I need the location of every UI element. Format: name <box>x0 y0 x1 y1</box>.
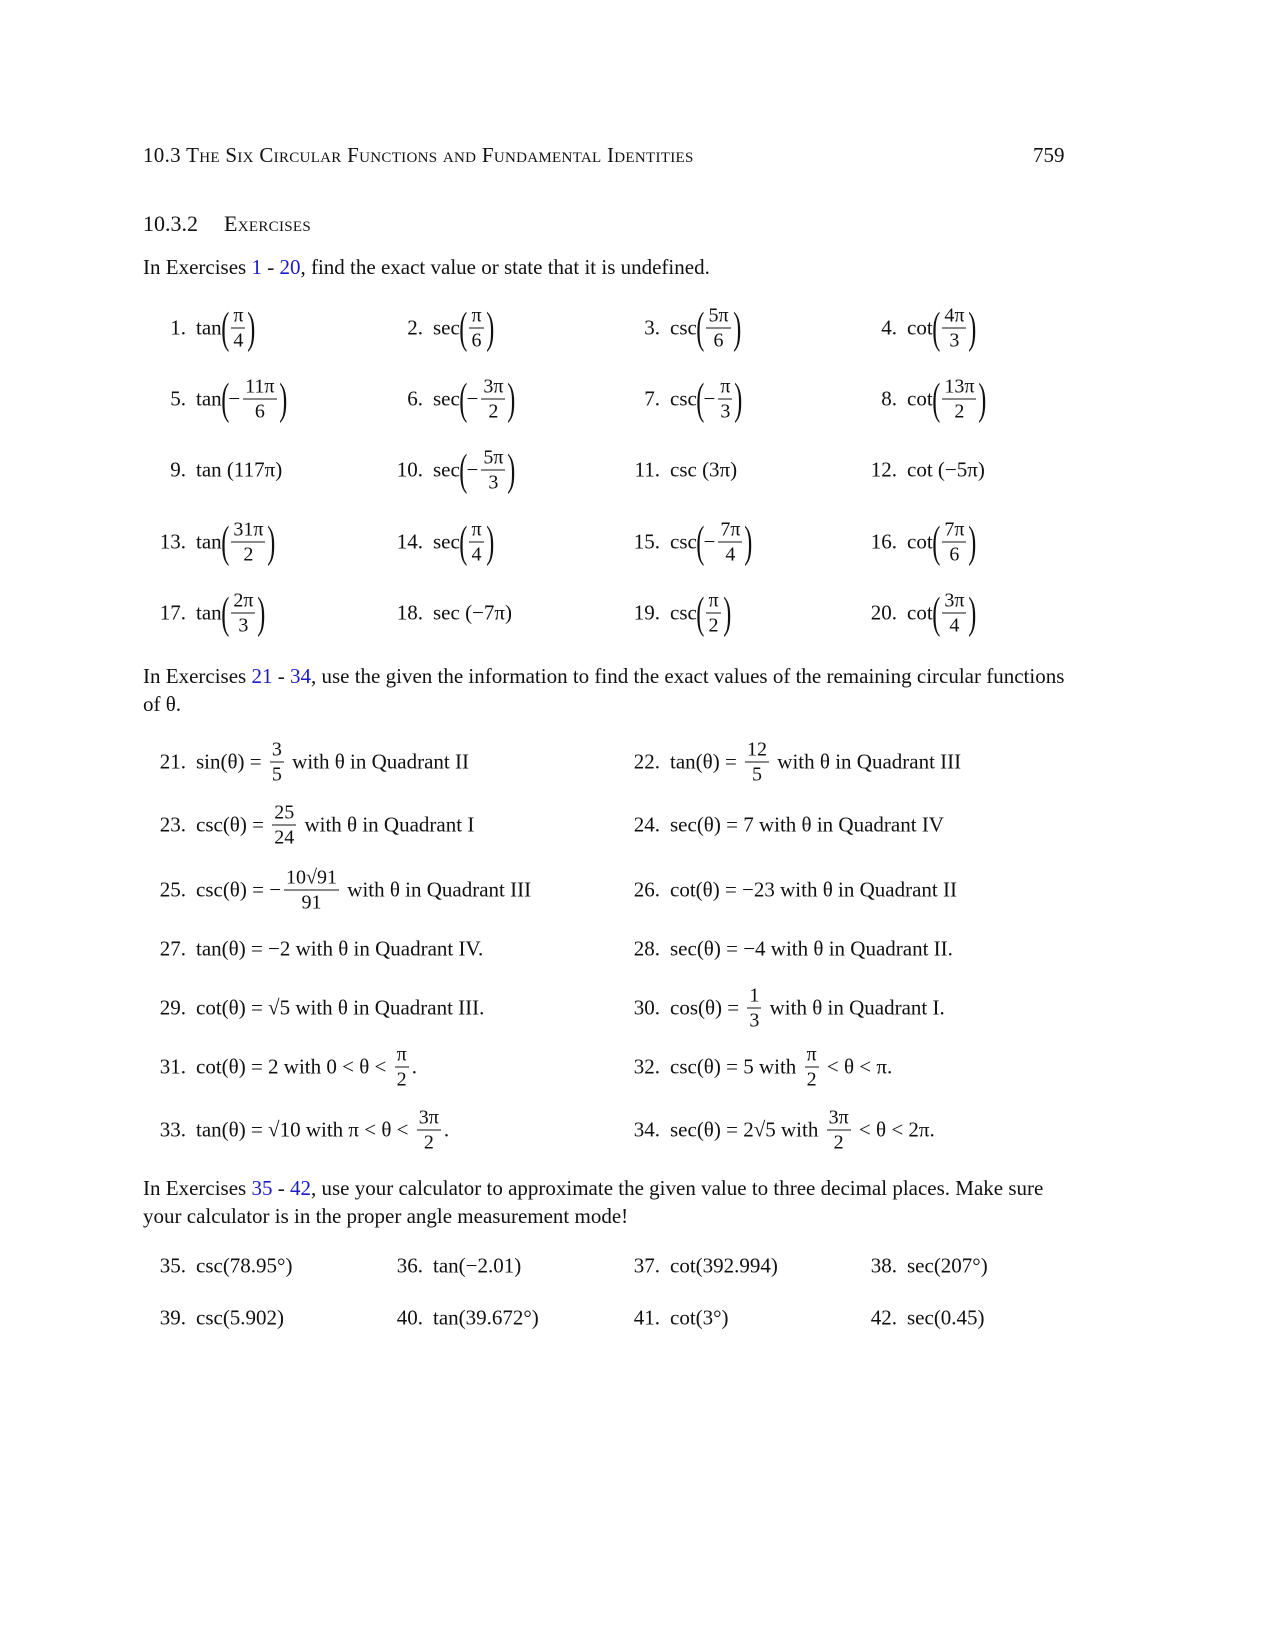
denominator: 3 <box>749 1009 760 1032</box>
exercise-number: 30. <box>633 995 660 1020</box>
exercise-item <box>150 738 469 787</box>
exercise-item <box>861 1306 985 1331</box>
math-text: − <box>466 386 479 411</box>
denominator: 6 <box>713 329 724 352</box>
denominator: 3 <box>488 471 499 494</box>
fraction <box>469 518 483 567</box>
numerator: 2π <box>233 589 254 612</box>
math-text: cot <box>907 529 933 554</box>
denominator: 2 <box>488 400 499 423</box>
math-text: tan <box>196 315 222 340</box>
numerator: 10√91 <box>286 866 338 889</box>
math-text: csc(θ) = − <box>196 877 282 902</box>
exercise-number: 38. <box>870 1253 897 1278</box>
left-paren: ( <box>696 374 705 423</box>
intro-dash: - <box>261 255 280 279</box>
fraction <box>270 738 284 787</box>
exercise-item <box>624 738 961 787</box>
denominator: 6 <box>254 400 265 423</box>
exercise-item <box>861 589 976 638</box>
numerator: 3 <box>271 738 282 761</box>
exercise-number: 11. <box>634 457 660 482</box>
math-text: cot(3°) <box>670 1305 729 1330</box>
denominator: 4 <box>725 543 736 566</box>
right-paren: ) <box>978 374 987 423</box>
fraction <box>231 589 255 638</box>
exercise-item <box>150 996 484 1021</box>
exercise-number: 37. <box>633 1253 660 1278</box>
exercise-number: 24. <box>633 812 660 837</box>
fraction <box>827 1106 851 1155</box>
exercise-number: 17. <box>159 600 186 625</box>
exercise-item <box>624 518 752 567</box>
math-text: sec <box>433 457 460 482</box>
fraction <box>481 375 505 424</box>
exercise-item <box>150 304 255 353</box>
fraction <box>481 446 505 495</box>
exercise-item <box>387 446 515 495</box>
right-paren: ) <box>744 517 753 566</box>
right-paren: ) <box>267 517 276 566</box>
denominator: 3 <box>238 614 249 637</box>
exercise-item <box>150 937 483 962</box>
fraction <box>243 375 276 424</box>
math-text: tan(39.672°) <box>433 1305 539 1330</box>
fraction <box>747 984 761 1033</box>
denominator: 5 <box>752 763 763 786</box>
fraction <box>942 518 966 567</box>
exercise-number: 29. <box>159 995 186 1020</box>
exercise-number: 39. <box>159 1305 186 1330</box>
math-text: csc <box>670 315 697 340</box>
math-text: sec(207°) <box>907 1253 988 1278</box>
exercise-item <box>150 589 265 638</box>
intro-text: In Exercises <box>143 1176 252 1200</box>
exercise-item <box>624 813 944 838</box>
intro-1 <box>143 253 1123 281</box>
left-paren: ( <box>220 374 230 423</box>
math-text: − <box>703 529 716 554</box>
math-text: sec(θ) = 2√5 with <box>670 1117 824 1142</box>
exercise-item <box>861 458 985 483</box>
exercise-item <box>624 304 740 353</box>
exercise-number: 8. <box>881 386 897 411</box>
exercise-number: 31. <box>159 1054 186 1079</box>
running-header: 10.3 The Six Circular Functions and Fundamental Identities <box>143 143 694 167</box>
numerator: 3π <box>828 1106 849 1129</box>
exercise-link-20[interactable]: 20 <box>279 255 301 279</box>
math-text: tan(θ) = <box>670 749 743 774</box>
exercise-item <box>387 304 493 353</box>
exercise-number: 28. <box>633 936 660 961</box>
math-text: cot <box>907 600 933 625</box>
exercise-number: 12. <box>870 457 897 482</box>
numerator: 11π <box>245 375 275 398</box>
intro-text: , use the given the information to find the exact values of the remaining circular functions of θ. <box>143 664 1065 716</box>
intro-dash: - <box>272 1176 290 1200</box>
math-text: cot <box>907 315 933 340</box>
numerator: 3π <box>418 1106 439 1129</box>
left-paren: ( <box>696 588 705 637</box>
math-text: cot(θ) = −23 with θ in Quadrant II <box>670 877 957 902</box>
math-text: cot(θ) = √5 with θ in Quadrant III. <box>196 995 485 1020</box>
exercise-item <box>150 375 286 424</box>
right-paren: ) <box>722 588 731 637</box>
math-text: − <box>466 457 479 482</box>
exercise-item <box>387 1306 539 1331</box>
math-text: cos(θ) = <box>670 995 745 1020</box>
denominator: 4 <box>949 614 960 637</box>
fraction <box>706 589 720 638</box>
left-paren: ( <box>696 517 705 566</box>
numerator: 1 <box>749 984 760 1007</box>
exercise-item <box>624 1254 778 1279</box>
exercise-item <box>387 601 512 626</box>
exercise-item <box>624 458 737 483</box>
exercise-item <box>624 984 945 1033</box>
page-number: 759 <box>1033 143 1065 167</box>
numerator: π <box>396 1043 407 1066</box>
exercise-item <box>150 866 531 915</box>
numerator: π <box>806 1043 817 1066</box>
numerator: 31π <box>233 518 264 541</box>
denominator: 2 <box>243 543 254 566</box>
math-text: − <box>228 386 241 411</box>
right-paren: ) <box>732 303 741 352</box>
math-text: sec <box>433 529 460 554</box>
math-text: with θ in Quadrant III <box>342 877 532 902</box>
exercise-item <box>624 589 730 638</box>
numerator: π <box>471 304 482 327</box>
exercise-number: 14. <box>396 529 423 554</box>
math-text: with θ in Quadrant I. <box>764 995 945 1020</box>
left-paren: ( <box>220 303 230 352</box>
math-text: csc <box>670 600 697 625</box>
exercise-item <box>861 1254 988 1279</box>
exercise-link-35[interactable]: 35 <box>251 1176 273 1200</box>
numerator: 3π <box>483 375 504 398</box>
left-paren: ( <box>459 374 468 423</box>
math-text: sec(θ) = −4 with θ in Quadrant II. <box>670 936 953 961</box>
exercise-item <box>150 801 474 850</box>
exercise-item <box>624 937 953 962</box>
subsection-number: 10.3.2 <box>143 211 198 236</box>
exercise-item <box>624 878 957 903</box>
intro-2 <box>143 662 1073 718</box>
numerator: 3π <box>944 589 965 612</box>
exercise-item <box>150 518 275 567</box>
exercise-item <box>624 1043 892 1092</box>
exercise-item <box>861 518 976 567</box>
numerator: 25 <box>274 801 295 824</box>
right-paren: ) <box>507 445 516 494</box>
fraction <box>706 304 730 353</box>
exercise-number: 7. <box>644 386 660 411</box>
exercise-number: 13. <box>159 529 186 554</box>
exercise-number: 18. <box>396 600 423 625</box>
denominator: 2 <box>423 1131 434 1154</box>
exercise-number: 19. <box>633 600 660 625</box>
math-text: sec <box>433 386 460 411</box>
exercise-link-42[interactable]: 42 <box>289 1176 311 1200</box>
fraction <box>718 518 742 567</box>
math-text: sec(θ) = 7 with θ in Quadrant IV <box>670 812 944 837</box>
exercise-number: 25. <box>159 877 186 902</box>
exercise-item <box>150 1043 417 1092</box>
exercise-link-1[interactable]: 1 <box>251 255 262 279</box>
left-paren: ( <box>931 517 941 566</box>
numerator: 5π <box>483 446 504 469</box>
math-text: cot (−5π) <box>907 457 985 482</box>
exercise-item <box>387 1254 521 1279</box>
exercise-number: 20. <box>870 600 897 625</box>
fraction <box>805 1043 819 1092</box>
exercise-item <box>150 1254 292 1279</box>
fraction <box>231 304 245 353</box>
numerator: 5π <box>708 304 729 327</box>
math-text: csc(5.902) <box>196 1305 285 1330</box>
right-paren: ) <box>968 588 977 637</box>
exercise-number: 27. <box>159 936 186 961</box>
denominator: 2 <box>833 1131 844 1154</box>
left-paren: ( <box>931 588 941 637</box>
math-text: tan <box>196 386 222 411</box>
math-text: tan (117π) <box>196 457 283 482</box>
left-paren: ( <box>459 445 468 494</box>
math-text: . <box>411 1054 417 1079</box>
exercise-number: 41. <box>633 1305 660 1330</box>
denominator: 2 <box>954 400 965 423</box>
math-text: sec <box>433 315 460 340</box>
exercise-number: 34. <box>633 1117 660 1142</box>
exercise-number: 4. <box>881 315 897 340</box>
denominator: 5 <box>271 763 282 786</box>
math-text: with θ in Quadrant III <box>772 749 962 774</box>
left-paren: ( <box>220 588 230 637</box>
numerator: π <box>708 589 719 612</box>
intro-text: In Exercises <box>143 664 252 688</box>
intro-text: , find the exact value or state that it is undefined. <box>300 255 710 279</box>
exercise-number: 1. <box>170 315 186 340</box>
denominator: 3 <box>720 400 731 423</box>
left-paren: ( <box>459 303 468 352</box>
exercise-link-21[interactable]: 21 <box>251 664 273 688</box>
fraction <box>231 518 265 567</box>
math-text: cot <box>907 386 933 411</box>
exercise-number: 3. <box>644 315 660 340</box>
exercise-number: 22. <box>633 749 660 774</box>
numerator: 12 <box>747 738 768 761</box>
left-paren: ( <box>931 303 941 352</box>
exercise-number: 6. <box>407 386 423 411</box>
math-text: csc(θ) = <box>196 812 270 837</box>
intro-text: , use your calculator to approximate the given value to three decimal places. Make sure your calculator is in the proper angle measurement mode! <box>143 1176 1044 1228</box>
math-text: < θ < 2π. <box>853 1117 935 1142</box>
subsection-title: Exercises <box>224 211 311 236</box>
math-text: tan <box>196 529 222 554</box>
numerator: 4π <box>944 304 965 327</box>
fraction <box>284 866 339 915</box>
math-text: cot(θ) = 2 with 0 < θ < <box>196 1054 392 1079</box>
exercise-item <box>150 1106 449 1155</box>
left-paren: ( <box>696 303 705 352</box>
math-text: csc <box>670 529 697 554</box>
numerator: 7π <box>720 518 741 541</box>
numerator: π <box>233 304 244 327</box>
fraction <box>942 304 966 353</box>
exercise-number: 5. <box>170 386 186 411</box>
exercise-number: 21. <box>159 749 186 774</box>
fraction <box>395 1043 409 1092</box>
denominator: 2 <box>806 1068 817 1091</box>
intro-dash: - <box>272 664 290 688</box>
fraction <box>272 801 296 850</box>
exercise-number: 32. <box>633 1054 660 1079</box>
right-paren: ) <box>257 588 266 637</box>
right-paren: ) <box>278 374 287 423</box>
exercise-number: 33. <box>159 1117 186 1142</box>
math-text: < θ < π. <box>821 1054 893 1079</box>
exercise-item <box>861 375 986 424</box>
denominator: 6 <box>471 329 482 352</box>
right-paren: ) <box>968 303 977 352</box>
math-text: csc(78.95°) <box>196 1253 293 1278</box>
math-text: tan(−2.01) <box>433 1253 522 1278</box>
math-text: sec(0.45) <box>907 1305 985 1330</box>
denominator: 4 <box>233 329 244 352</box>
left-paren: ( <box>220 517 230 566</box>
left-paren: ( <box>931 374 941 423</box>
right-paren: ) <box>485 303 494 352</box>
math-text: tan(θ) = √10 with π < θ < <box>196 1117 414 1142</box>
denominator: 91 <box>301 891 322 914</box>
intro-3 <box>143 1174 1073 1230</box>
fraction <box>942 589 966 638</box>
numerator: π <box>471 518 482 541</box>
math-text: with θ in Quadrant II <box>286 749 470 774</box>
right-paren: ) <box>507 374 516 423</box>
exercise-item <box>624 375 742 424</box>
exercise-number: 35. <box>159 1253 186 1278</box>
exercise-item <box>150 458 282 483</box>
denominator: 3 <box>949 329 960 352</box>
math-text: sin(θ) = <box>196 749 267 774</box>
exercise-item <box>861 304 976 353</box>
math-text: with θ in Quadrant I <box>299 812 475 837</box>
math-text: csc <box>670 386 697 411</box>
math-text: cot(392.994) <box>670 1253 778 1278</box>
math-text: − <box>703 386 716 411</box>
exercise-number: 9. <box>170 457 186 482</box>
exercise-number: 10. <box>396 457 423 482</box>
exercise-number: 15. <box>633 529 660 554</box>
exercise-number: 42. <box>870 1305 897 1330</box>
exercise-number: 26. <box>633 877 660 902</box>
math-text: . <box>443 1117 450 1142</box>
denominator: 2 <box>396 1068 407 1091</box>
exercise-number: 2. <box>407 315 423 340</box>
exercise-number: 40. <box>396 1305 423 1330</box>
exercise-item <box>624 1106 935 1155</box>
denominator: 24 <box>274 826 295 849</box>
fraction <box>417 1106 441 1155</box>
math-text: tan(θ) = −2 with θ in Quadrant IV. <box>196 936 484 961</box>
math-text: csc(θ) = 5 with <box>670 1054 802 1079</box>
fraction <box>745 738 769 787</box>
fraction <box>469 304 483 353</box>
exercise-link-34[interactable]: 34 <box>289 664 311 688</box>
numerator: 13π <box>944 375 975 398</box>
exercise-number: 16. <box>870 529 897 554</box>
denominator: 2 <box>708 614 719 637</box>
subsection-heading <box>143 211 311 237</box>
right-paren: ) <box>734 374 743 423</box>
denominator: 6 <box>949 543 960 566</box>
fraction <box>718 375 732 424</box>
numerator: π <box>720 375 731 398</box>
exercise-item <box>150 1306 284 1331</box>
left-paren: ( <box>459 517 468 566</box>
math-text: sec (−7π) <box>433 600 512 625</box>
right-paren: ) <box>968 517 977 566</box>
right-paren: ) <box>485 517 494 566</box>
exercise-item <box>624 1306 729 1331</box>
exercise-item <box>387 375 515 424</box>
exercise-number: 36. <box>396 1253 423 1278</box>
math-text: tan <box>196 600 222 625</box>
denominator: 4 <box>471 543 482 566</box>
math-text: csc (3π) <box>670 457 738 482</box>
fraction <box>942 375 976 424</box>
numerator: 7π <box>944 518 965 541</box>
right-paren: ) <box>247 303 256 352</box>
exercise-number: 23. <box>159 812 186 837</box>
intro-text: In Exercises <box>143 255 252 279</box>
exercise-item <box>387 518 493 567</box>
